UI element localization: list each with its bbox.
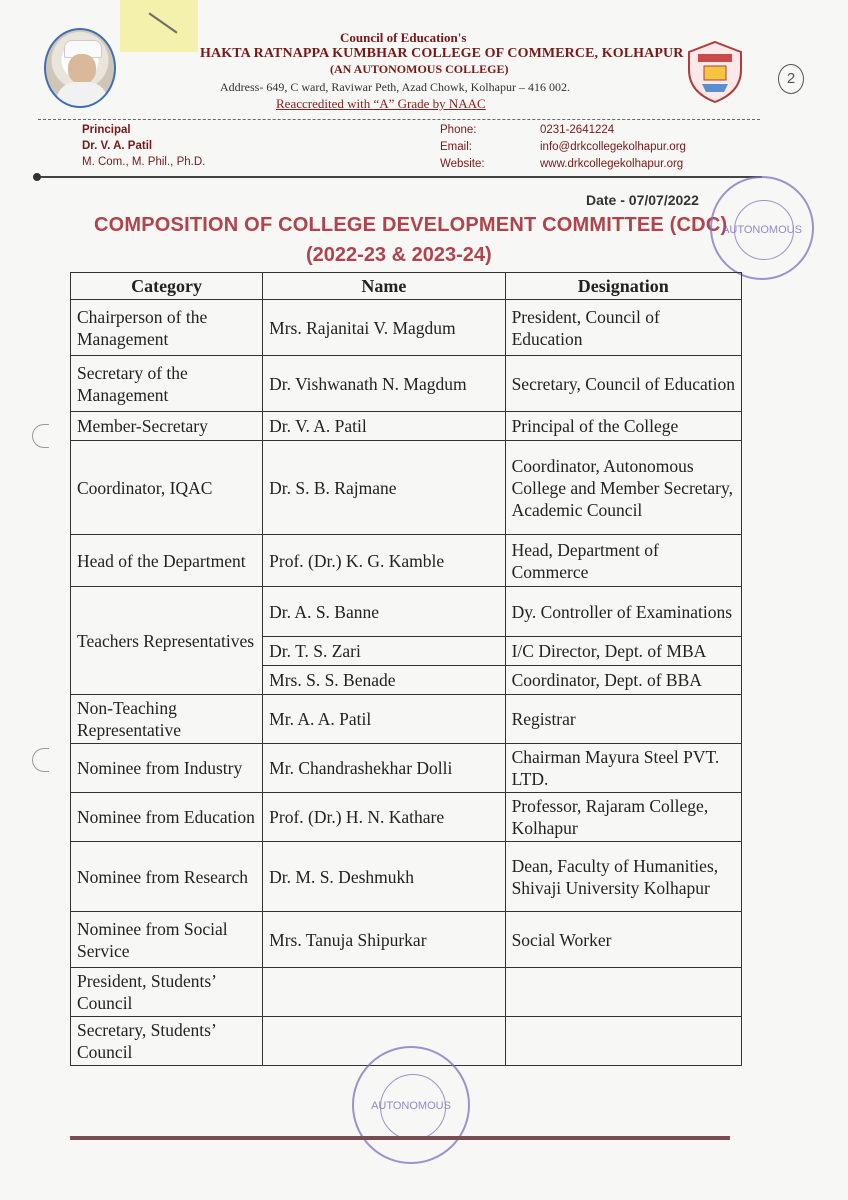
table-row	[71, 695, 742, 744]
category-cell: Nominee from Education	[71, 793, 263, 842]
category-cell: Member-Secretary	[71, 412, 263, 441]
table-row	[71, 968, 742, 1017]
designation-cell: Dean, Faculty of Humanities, Shivaji University Kolhapur	[505, 842, 741, 912]
designation-cell: Head, Department of Commerce	[505, 535, 741, 587]
table-row	[71, 842, 742, 912]
designation-cell	[505, 1017, 741, 1066]
name-cell: Dr. V. A. Patil	[263, 412, 505, 441]
website-value: www.drkcollegekolhapur.org	[540, 158, 684, 170]
designation-cell: Professor, Rajaram College, Kolhapur	[505, 793, 741, 842]
autonomous-label: (AN AUTONOMOUS COLLEGE)	[330, 62, 509, 76]
category-cell: Secretary, Students’ Council	[71, 1017, 263, 1066]
name-cell: Prof. (Dr.) K. G. Kamble	[263, 535, 505, 587]
college-name: HAKTA RATNAPPA KUMBHAR COLLEGE OF COMMERCE, KOLHAPUR	[200, 46, 684, 61]
contact-values	[540, 122, 686, 173]
table-row	[71, 744, 742, 793]
table-row	[71, 587, 742, 637]
sticky-note	[120, 0, 198, 52]
table-header-row	[71, 273, 742, 300]
phone-value: 0231-2641224	[540, 124, 615, 136]
column-header: Designation	[505, 273, 741, 300]
name-cell: Dr. A. S. Banne	[263, 587, 505, 637]
category-cell: Head of the Department	[71, 535, 263, 587]
table-row	[71, 535, 742, 587]
contact-labels	[440, 122, 485, 173]
dashed-divider	[38, 119, 760, 120]
college-seal-stamp	[710, 176, 814, 280]
name-cell: Dr. M. S. Deshmukh	[263, 842, 505, 912]
name-cell: Dr. Vishwanath N. Magdum	[263, 356, 505, 412]
table-row	[71, 356, 742, 412]
website-label: Website:	[440, 158, 485, 170]
college-address: Address- 649, C ward, Raviwar Peth, Azad Chowk, Kolhapur – 416 002.	[220, 80, 570, 94]
designation-cell: Registrar	[505, 695, 741, 744]
designation-cell: Secretary, Council of Education	[505, 356, 741, 412]
column-header: Name	[263, 273, 505, 300]
header-divider	[36, 176, 762, 178]
email-label: Email:	[440, 141, 472, 153]
punch-hole	[32, 748, 49, 772]
designation-cell: Social Worker	[505, 912, 741, 968]
designation-cell: Principal of the College	[505, 412, 741, 441]
college-logo-icon	[686, 40, 744, 104]
category-cell: Teachers Representatives	[71, 587, 263, 695]
name-cell: Mrs. S. S. Benade	[263, 666, 505, 695]
designation-cell: I/C Director, Dept. of MBA	[505, 637, 741, 666]
name-cell: Mr. A. A. Patil	[263, 695, 505, 744]
column-header: Category	[71, 273, 263, 300]
name-cell: Mr. Chandrashekhar Dolli	[263, 744, 505, 793]
designation-cell: Dy. Controller of Examinations	[505, 587, 741, 637]
document-subtitle: (2022-23 & 2023-24)	[306, 244, 492, 266]
punch-hole	[32, 424, 49, 448]
designation-cell	[505, 968, 741, 1017]
name-cell: Dr. S. B. Rajmane	[263, 441, 505, 535]
document-title: COMPOSITION OF COLLEGE DEVELOPMENT COMMITTEE (CDC)	[94, 214, 728, 236]
designation-cell: Coordinator, Autonomous College and Member Secretary, Academic Council	[505, 441, 741, 535]
college-seal-stamp	[352, 1046, 470, 1164]
name-cell: Prof. (Dr.) H. N. Kathare	[263, 793, 505, 842]
pen-mark	[149, 12, 178, 33]
principal-name: Dr. V. A. Patil	[82, 140, 153, 152]
naac-accreditation: Reaccredited with “A” Grade by NAAC	[276, 96, 486, 111]
category-cell: President, Students’ Council	[71, 968, 263, 1017]
principal-title: Principal	[82, 124, 131, 136]
name-cell: Mrs. Rajanitai V. Magdum	[263, 300, 505, 356]
principal-info	[82, 122, 205, 170]
designation-cell: Chairman Mayura Steel PVT. LTD.	[505, 744, 741, 793]
name-cell	[263, 968, 505, 1017]
stamp-text: AUTONOMOUS	[371, 1100, 451, 1112]
table-row	[71, 412, 742, 441]
email-value: info@drkcollegekolhapur.org	[540, 141, 686, 153]
footer-rule	[70, 1136, 730, 1140]
category-cell: Secretary of the Management	[71, 356, 263, 412]
founder-portrait	[44, 28, 116, 108]
stamp-text: AUTONOMOUS	[722, 224, 802, 236]
table-row	[71, 441, 742, 535]
table-row	[71, 793, 742, 842]
handwritten-page-number: 2	[778, 64, 804, 94]
table-row	[71, 300, 742, 356]
category-cell: Non-Teaching Representative	[71, 695, 263, 744]
principal-qualifications: M. Com., M. Phil., Ph.D.	[82, 156, 206, 168]
category-cell: Nominee from Research	[71, 842, 263, 912]
phone-label: Phone:	[440, 124, 477, 136]
table-row	[71, 912, 742, 968]
category-cell: Coordinator, IQAC	[71, 441, 263, 535]
document-date: Date - 07/07/2022	[586, 192, 699, 208]
designation-cell: President, Council of Education	[505, 300, 741, 356]
category-cell: Chairperson of the Management	[71, 300, 263, 356]
council-name: Council of Education's	[340, 30, 467, 45]
category-cell: Nominee from Social Service	[71, 912, 263, 968]
cdc-table	[70, 272, 742, 1066]
name-cell: Dr. T. S. Zari	[263, 637, 505, 666]
name-cell: Mrs. Tanuja Shipurkar	[263, 912, 505, 968]
designation-cell: Coordinator, Dept. of BBA	[505, 666, 741, 695]
category-cell: Nominee from Industry	[71, 744, 263, 793]
